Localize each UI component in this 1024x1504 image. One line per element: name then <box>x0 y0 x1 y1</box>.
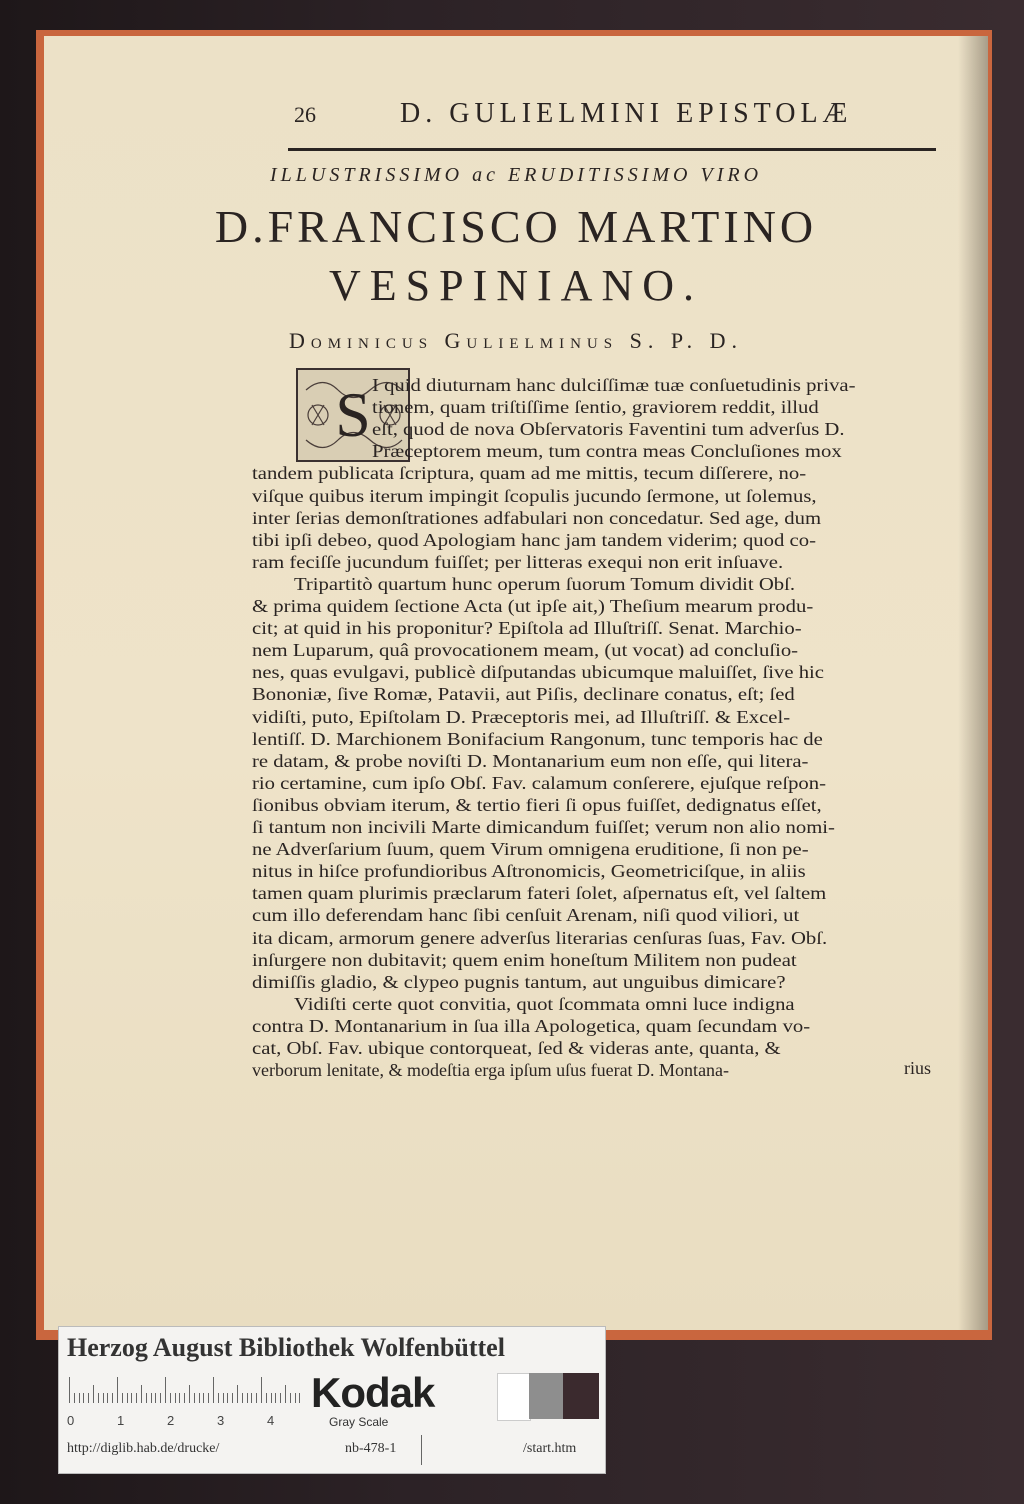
ruler-tick <box>208 1393 209 1403</box>
text-line: tionem, quam triſtiſſime ſentio, graviorem reddit, illud <box>372 397 819 418</box>
text-line: tamen quam plurimis præclarum fateri ſolet, aſpernatus eſt, vel ſaltem <box>252 883 827 904</box>
ruler-tick <box>184 1393 185 1403</box>
text-line: ſi tantum non incivili Marte dimicandum fuiſſet; verum non alio nomi- <box>252 817 835 837</box>
ruler-tick <box>266 1393 267 1403</box>
gray-patch-white <box>497 1373 531 1421</box>
ruler-tick <box>213 1377 214 1403</box>
ruler-tick <box>203 1393 204 1403</box>
ruler-numbers <box>59 1413 319 1433</box>
ruler-tick <box>261 1377 262 1403</box>
text-line: Vidiſti certe quot convitia, quot ſcommata omni luce indigna <box>294 993 795 1014</box>
ruler-tick <box>189 1385 190 1403</box>
ruler-tick <box>107 1393 108 1403</box>
text-line: ita dicam, armorum genere adverſus literarias cenſuras ſuas, Fav. Obſ. <box>252 927 828 948</box>
text-line: ſionibus obviam iterum, & tertio fieri ſi opus fuiſſet, dedignatus eſſet, <box>252 794 822 815</box>
ruler-tick <box>232 1393 233 1403</box>
library-name: Herzog August Bibliothek Wolfenbüttel <box>67 1333 505 1362</box>
ruler-tick <box>295 1393 296 1403</box>
ruler-tick <box>131 1393 132 1403</box>
ruler-tick <box>223 1393 224 1403</box>
ruler-number: 0 <box>67 1413 75 1428</box>
running-title: D. GULIELMINI EPISTOLÆ <box>400 98 853 129</box>
divider <box>421 1435 422 1465</box>
text-line: & prima quidem ſectione Acta (ut ipſe ait,) Theſium mearum produ- <box>252 596 814 616</box>
ruler-tick <box>122 1393 123 1403</box>
ruler-tick <box>280 1393 281 1403</box>
library-label <box>58 1326 606 1474</box>
salutation: Dominicus Gulielminus S. P. D. <box>288 328 744 353</box>
ruler-tick <box>160 1393 161 1403</box>
book-page <box>44 36 988 1330</box>
ruler-tick <box>127 1393 128 1403</box>
ruler-tick <box>83 1393 84 1403</box>
gray-patch-mid <box>529 1373 563 1419</box>
text-line: ne Adverſarium ſuum, quem Virum omnigena eruditione, ſi non pe- <box>252 839 809 860</box>
text-line: inter ſerias demonſtrationes adfabulari non concedatur. Sed age, dum <box>252 507 822 528</box>
dedication-line: ILLUSTRISSIMO ac ERUDITISSIMO VIRO <box>269 164 763 186</box>
ruler-tick <box>136 1393 137 1403</box>
text-line: viſque quibus iterum impingit ſcopulis jucundo ſermone, ut ſolemus, <box>252 485 817 506</box>
ruler-tick <box>251 1393 252 1403</box>
catchword: rius <box>904 1058 931 1078</box>
text-line: cat, Obſ. Fav. ubique contorqueat, ſed & videras ante, quanta, & <box>252 1038 781 1058</box>
ruler-tick <box>151 1393 152 1403</box>
text-line: inſurgere non dubitavit; quem enim honeſtum Militem non pudeat <box>252 949 797 970</box>
text-line: ram feciſſe jucundum fuiſſet; per litteras exequi non erit inſuave. <box>252 551 784 572</box>
addressee-name-2: VESPINIANO. <box>329 261 703 310</box>
ruler-tick <box>275 1393 276 1403</box>
ruler-tick <box>103 1393 104 1403</box>
drop-cap-letter: S <box>335 379 371 450</box>
ruler-tick <box>112 1393 113 1403</box>
ruler-tick <box>170 1393 171 1403</box>
running-head <box>44 98 988 128</box>
ruler-tick <box>175 1393 176 1403</box>
text-line: re datam, & probe noviſti D. Montanarium eum non eſſe, qui litera- <box>252 750 809 771</box>
text-line: lentiſſ. D. Marchionem Bonifacium Rangonum, tunc temporis hac de <box>252 728 823 749</box>
ruler-tick <box>88 1393 89 1403</box>
ruler-tick <box>194 1393 195 1403</box>
head-rule <box>288 148 936 151</box>
ruler-number: 1 <box>117 1413 125 1428</box>
ruler-number: 4 <box>267 1413 275 1428</box>
ruler-number: 3 <box>217 1413 225 1428</box>
text-line: Bononiæ, ſive Romæ, Patavii, aut Piſis, declinare conatus, eſt; ſed <box>252 684 795 705</box>
library-url: http://diglib.hab.de/drucke/ <box>67 1441 220 1456</box>
ruler-tick <box>271 1393 272 1403</box>
text-line: rio certamine, cum ipſo Obſ. Fav. calamum conſerere, ejuſque reſpon- <box>252 772 827 793</box>
ruler-tick <box>79 1393 80 1403</box>
ruler-tick <box>69 1377 70 1403</box>
text-line: nem Luparum, quâ provocationem meam, (ut vocat) ad concluſio- <box>252 640 799 661</box>
text-line: Tripartitò quartum hunc operum ſuorum Tomum dividit Obſ. <box>294 573 796 594</box>
ruler-tick <box>165 1377 166 1403</box>
ruler-tick <box>299 1393 300 1403</box>
kodak-logo: Kodak <box>311 1369 435 1416</box>
shelfmark-code: nb-478-1 <box>345 1441 397 1456</box>
scale-ruler <box>69 1373 303 1403</box>
ruler-tick <box>141 1385 142 1403</box>
text-line: nes, quas evulgavi, publicè diſputandas ubicumque maluiſſet, ſive hic <box>252 662 824 683</box>
text-line: cit; at quid in his proponitur? Epiſtola ad Illuſtriſſ. Senat. Marchio- <box>252 618 802 639</box>
ruler-tick <box>179 1393 180 1403</box>
ruler-tick <box>290 1393 291 1403</box>
text-line: tandem publicata ſcriptura, quam ad me mittis, tecum diſſerere, no- <box>252 463 807 484</box>
ruler-tick <box>256 1393 257 1403</box>
gray-scale-label: Gray Scale <box>329 1415 389 1429</box>
gray-patch-dark <box>563 1373 599 1419</box>
ruler-tick <box>93 1385 94 1403</box>
text-line: vidiſti, puto, Epiſtolam D. Præceptoris mei, ad Illuſtriſſ. & Excel- <box>252 706 791 727</box>
text-line: tibi ipſi debeo, quod Apologiam hanc jam tandem viderim; quod co- <box>252 529 816 550</box>
text-line: Præceptorem meum, tum contra meas Concluſiones mox <box>372 441 842 462</box>
text-line: nitus in hiſce profundioribus Aſtronomicis, Geometriciſque, in aliis <box>252 861 806 882</box>
ruler-number: 2 <box>167 1413 175 1428</box>
text-line: cum illo deferendam hanc ſibi cenſuit Arenam, niſi quod viliori, ut <box>252 905 800 926</box>
ruler-tick <box>117 1377 118 1403</box>
text-line: eſt, quod de nova Obſervatoris Faventini tum adverſus D. <box>372 419 845 440</box>
ruler-tick <box>237 1385 238 1403</box>
ruler-tick <box>146 1393 147 1403</box>
ruler-tick <box>98 1393 99 1403</box>
text-line: contra D. Montanarium in ſua illa Apologetica, quam ſecundam vo- <box>252 1015 811 1036</box>
ruler-tick <box>218 1393 219 1403</box>
start-link: /start.htm <box>523 1441 577 1456</box>
ruler-tick <box>242 1393 243 1403</box>
ruler-tick <box>199 1393 200 1403</box>
text-line: verborum lenitate, & modeſtia erga ipſum uſus fuerat D. Montana- <box>252 1060 730 1081</box>
ruler-tick <box>227 1393 228 1403</box>
ruler-tick <box>285 1385 286 1403</box>
ruler-tick <box>155 1393 156 1403</box>
text-line: dimiſſis gladio, & clypeo pugnis tantum, aut unguibus dimicare? <box>252 971 786 992</box>
text-line: I quid diuturnam hanc dulciſſimæ tuæ conſuetudinis priva- <box>372 375 856 395</box>
page-number: 26 <box>294 102 316 127</box>
ruler-tick <box>247 1393 248 1403</box>
addressee-name-1: D.FRANCISCO MARTINO <box>214 201 818 252</box>
ruler-tick <box>74 1393 75 1403</box>
